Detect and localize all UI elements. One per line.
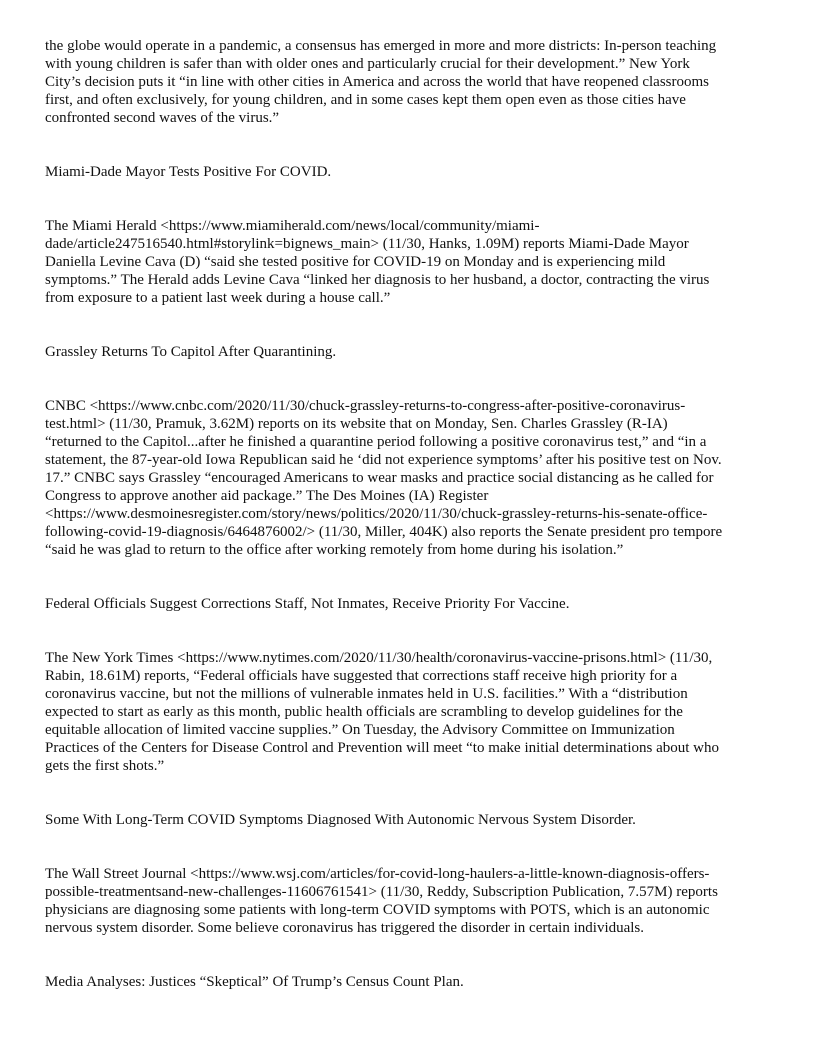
story-paragraph [45, 865, 775, 937]
text-line: symptoms.” The Herald adds Levine Cava “linked her diagnosis to her husband, a doctor, contracting the virus [45, 272, 710, 288]
text-line: Daniella Levine Cava (D) “said she tested positive for COVID-19 on Monday and is experiencing mild [45, 254, 666, 270]
text-line: equitable allocation of limited vaccine supplies.” On Tuesday, the Advisory Committee on Immunization [45, 722, 675, 738]
story-paragraph [45, 37, 775, 127]
story-paragraph [45, 397, 775, 559]
story-headline [45, 163, 775, 181]
story-headline [45, 343, 775, 361]
text-line: from exposure to a patient last week during a house call.” [45, 290, 391, 306]
paragraph-spacer [45, 613, 775, 649]
text-line: following-covid-19-diagnosis/6464876002/> (11/30, Miller, 404K) also reports the Senate president pro tempore [45, 524, 723, 540]
text-line: Congress to approve another aid package.” The Des Moines (IA) Register [45, 488, 489, 504]
paragraph-spacer [45, 559, 775, 595]
story-headline [45, 973, 775, 991]
text-line: <https://www.desmoinesregister.com/story/news/politics/2020/11/30/chuck-grassley-returns-his-senate-office- [45, 506, 708, 522]
text-line: Miami-Dade Mayor Tests Positive For COVID. [45, 164, 332, 180]
text-line: The Miami Herald <https://www.miamiherald.com/news/local/community/miami- [45, 218, 540, 234]
text-line: confronted second waves of the virus.” [45, 110, 280, 126]
text-line: coronavirus vaccine, but not the millions of vulnerable inmates held in U.S. facilities.” With a “distribution [45, 686, 688, 702]
text-line: Federal Officials Suggest Corrections Staff, Not Inmates, Receive Priority For Vaccine. [45, 596, 570, 612]
text-line: The Wall Street Journal <https://www.wsj.com/articles/for-covid-long-haulers-a-little-known-diagnosis-offers- [45, 866, 710, 882]
story-paragraph [45, 649, 775, 775]
story-headline [45, 595, 775, 613]
story-paragraph [45, 217, 775, 307]
text-line: Rabin, 18.61M) reports, “Federal officials have suggested that corrections staff receive high priority for a [45, 668, 678, 684]
story-headline [45, 811, 775, 829]
text-line: statement, the 87-year-old Iowa Republican said he ‘did not experience symptoms’ after his positive test on Nov. [45, 452, 722, 468]
document-page [45, 37, 775, 991]
text-line: the globe would operate in a pandemic, a consensus has emerged in more and more districts: In-person teaching [45, 38, 717, 54]
text-line: Grassley Returns To Capitol After Quarantining. [45, 344, 337, 360]
text-line: dade/article247516540.html#storylink=bignews_main> (11/30, Hanks, 1.09M) reports Miami-Dade Mayor [45, 236, 689, 252]
text-line: The New York Times <https://www.nytimes.com/2020/11/30/health/coronavirus-vaccine-prisons.html> (11/30, [45, 650, 713, 666]
text-line: gets the first shots.” [45, 758, 165, 774]
text-line: possible-treatmentsand-new-challenges-11606761541> (11/30, Reddy, Subscription Publication, 7.57M) reports [45, 884, 718, 900]
paragraph-spacer [45, 127, 775, 163]
text-line: “said he was glad to return to the office after working remotely from home during his isolation.” [45, 542, 624, 558]
text-line: City’s decision puts it “in line with other cities in America and across the world that have reopened classrooms [45, 74, 710, 90]
text-line: first, and often exclusively, for young children, and in some cases kept them open even as those cities have [45, 92, 686, 108]
text-line: nervous system disorder. Some believe coronavirus has triggered the disorder in certain individuals. [45, 920, 645, 936]
text-line: with young children is safer than with older ones and particularly crucial for their development.” New York [45, 56, 690, 72]
paragraph-spacer [45, 775, 775, 811]
paragraph-spacer [45, 361, 775, 397]
text-line: Media Analyses: Justices “Skeptical” Of Trump’s Census Count Plan. [45, 974, 464, 990]
paragraph-spacer [45, 937, 775, 973]
text-line: Some With Long-Term COVID Symptoms Diagnosed With Autonomic Nervous System Disorder. [45, 812, 636, 828]
text-line: 17.” CNBC says Grassley “encouraged Americans to wear masks and practice social distancing as he called for [45, 470, 714, 486]
text-line: CNBC <https://www.cnbc.com/2020/11/30/chuck-grassley-returns-to-congress-after-positive-coronavirus- [45, 398, 686, 414]
text-line: Practices of the Centers for Disease Control and Prevention will meet “to make initial determinations about who [45, 740, 719, 756]
paragraph-spacer [45, 181, 775, 217]
text-line: “returned to the Capitol...after he finished a quarantine period following a positive coronavirus test,” and “in a [45, 434, 707, 450]
text-line: expected to start as early as this month, public health officials are scrambling to develop guidelines for the [45, 704, 683, 720]
paragraph-spacer [45, 829, 775, 865]
paragraph-spacer [45, 307, 775, 343]
text-line: physicians are diagnosing some patients with long-term COVID symptoms with POTS, which is an autonomic [45, 902, 710, 918]
text-line: test.html> (11/30, Pramuk, 3.62M) reports on its website that on Monday, Sen. Charles Grassley (R-IA) [45, 416, 668, 432]
